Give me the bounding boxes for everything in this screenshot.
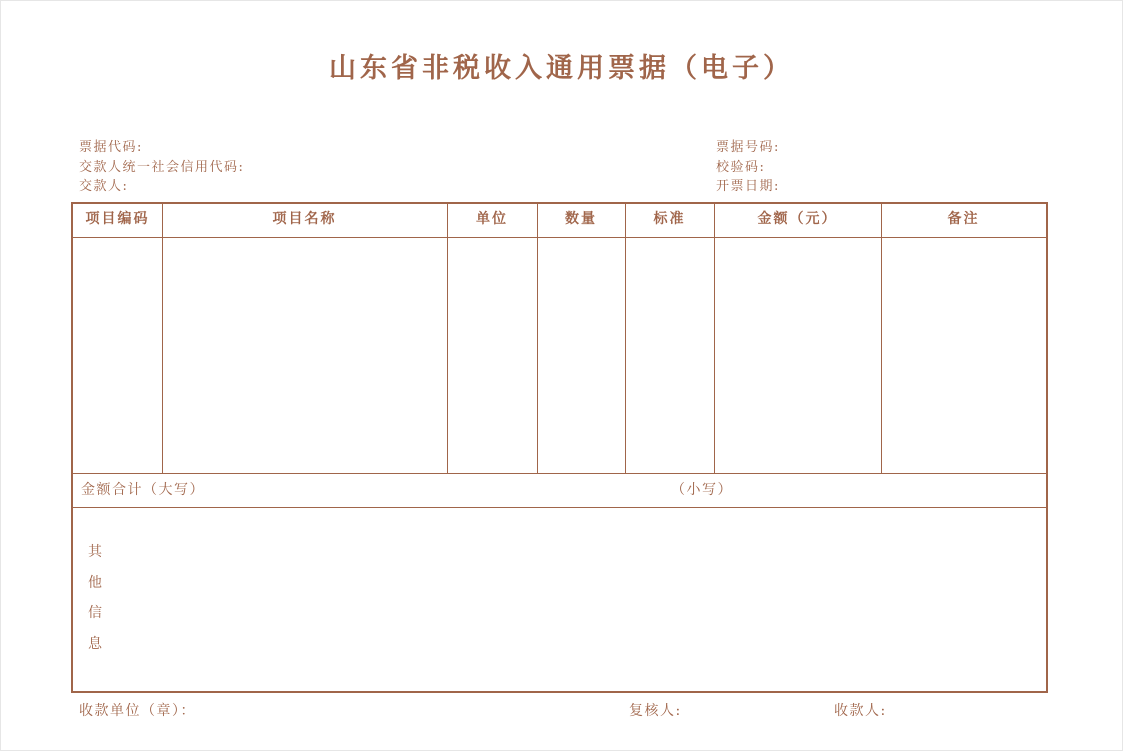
meta-left <box>79 138 244 197</box>
other-info-label: 其他信息 <box>88 544 102 652</box>
header-quantity: 数量 <box>565 211 597 227</box>
header-remarks: 备注 <box>947 211 980 227</box>
column-divider <box>714 204 715 473</box>
column-divider <box>447 204 448 473</box>
payer-label: 交款人: <box>79 179 129 194</box>
column-divider <box>162 204 163 473</box>
payer-credit-code-label: 交款人统一社会信用代码: <box>79 159 245 175</box>
total-uppercase-label: 金额合计（大写） <box>81 482 205 498</box>
column-divider <box>881 204 882 473</box>
invoice-code-label: 票据代码: <box>79 140 143 155</box>
document-title: 山东省非税收入通用票据（电子） <box>329 53 794 84</box>
header-unit: 单位 <box>476 211 508 227</box>
items-bottom-divider <box>73 473 1046 474</box>
invoice-number-label: 票据号码: <box>716 140 780 155</box>
header-amount: 金额（元） <box>757 211 838 227</box>
payee-unit-label: 收款单位（章）： <box>79 703 196 719</box>
column-divider <box>625 204 626 473</box>
header-divider <box>73 237 1046 238</box>
receipt-table <box>71 202 1048 693</box>
total-bottom-divider <box>73 507 1046 508</box>
payee-label: 收款人: <box>834 703 887 719</box>
column-divider <box>537 204 538 473</box>
header-item-code: 项目编码 <box>85 211 150 227</box>
header-item-name: 项目名称 <box>272 211 337 227</box>
meta-right <box>716 138 780 197</box>
issue-date-label: 开票日期: <box>716 179 780 194</box>
reviewer-label: 复核人: <box>629 703 682 719</box>
check-code-label: 校验码: <box>716 159 766 175</box>
total-lowercase-label: （小写） <box>671 482 733 498</box>
header-standard: 标准 <box>653 211 686 227</box>
